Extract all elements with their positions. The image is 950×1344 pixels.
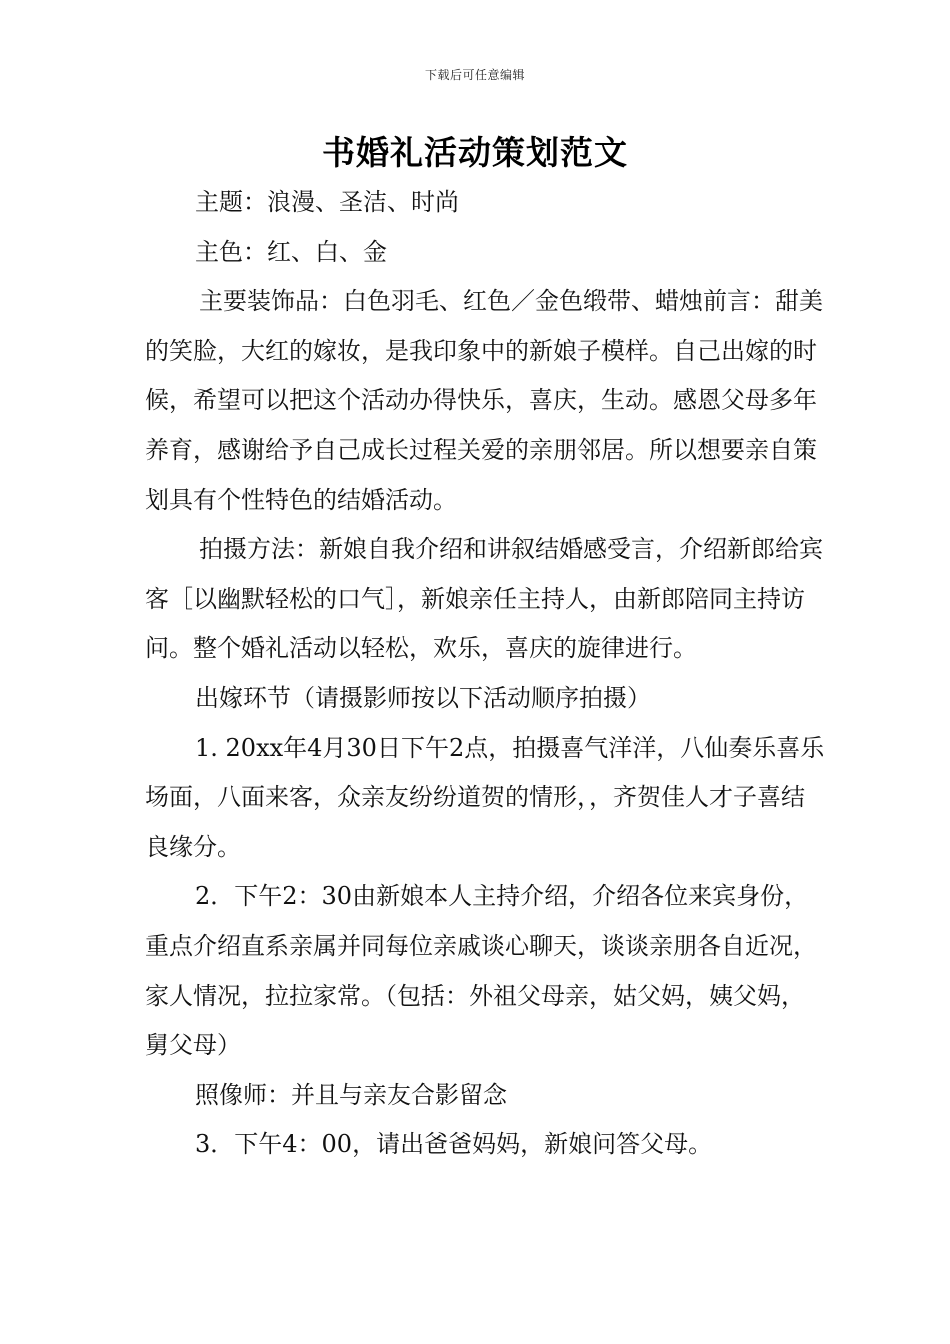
paragraph-decorations-preface: 主要装饰品：白色羽毛、红色／金色缎带、蜡烛前言：甜美的笑脸，大红的嫁妆，是我印象中的新娘子模样。自己出嫁的时候，希望可以把这个活动办得快乐，喜庆，生动。感恩父母多年养育，感谢给予自己成长过程关爱的亲朋邻居。所以想要亲自策划具有个性特色的结婚活动。 [145,287,823,514]
paragraph-main-color: 主色：红、白、金 [195,237,387,266]
page-title: 书婚礼活动策划范文 [322,133,628,172]
paragraph-shooting-method: 拍摄方法：新娘自我介绍和讲叙结婚感受言，介绍新郎给宾客［以幽默轻松的口气］，新娘亲任主持人，由新郎陪同主持访问。整个婚礼活动以轻松，欢乐，喜庆的旋律进行。 [145,535,823,663]
paragraph-photographer: 照像师：并且与亲友合影留念 [195,1080,507,1109]
header-note: 下载后可任意编辑 [424,68,525,82]
paragraph-step-3: 3．下午4：00，请出爸爸妈妈，新娘问答父母。 [195,1130,713,1159]
paragraph-theme: 主题：浪漫、圣洁、时尚 [195,188,459,216]
paragraph-wedding-section: 出嫁环节（请摄影师按以下活动顺序拍摄） [195,683,651,712]
paragraph-step-1: 1. 20xx年4月30日下午2点，拍摄喜气洋洋，八仙奏乐喜乐场面，八面来客，众亲友纷纷道贺的情形，，齐贺佳人才子喜结良缘分。 [145,733,825,861]
document-body [145,178,825,1170]
paragraph-step-2: 2．下午2：30由新娘本人主持介绍，介绍各位来宾身份，重点介绍直系亲属并同每位亲戚谈心聊天，谈谈亲朋各自近况，家人情况，拉拉家常。（包括：外祖父母亲，姑父妈，姨父妈，舅父母） [145,882,817,1060]
